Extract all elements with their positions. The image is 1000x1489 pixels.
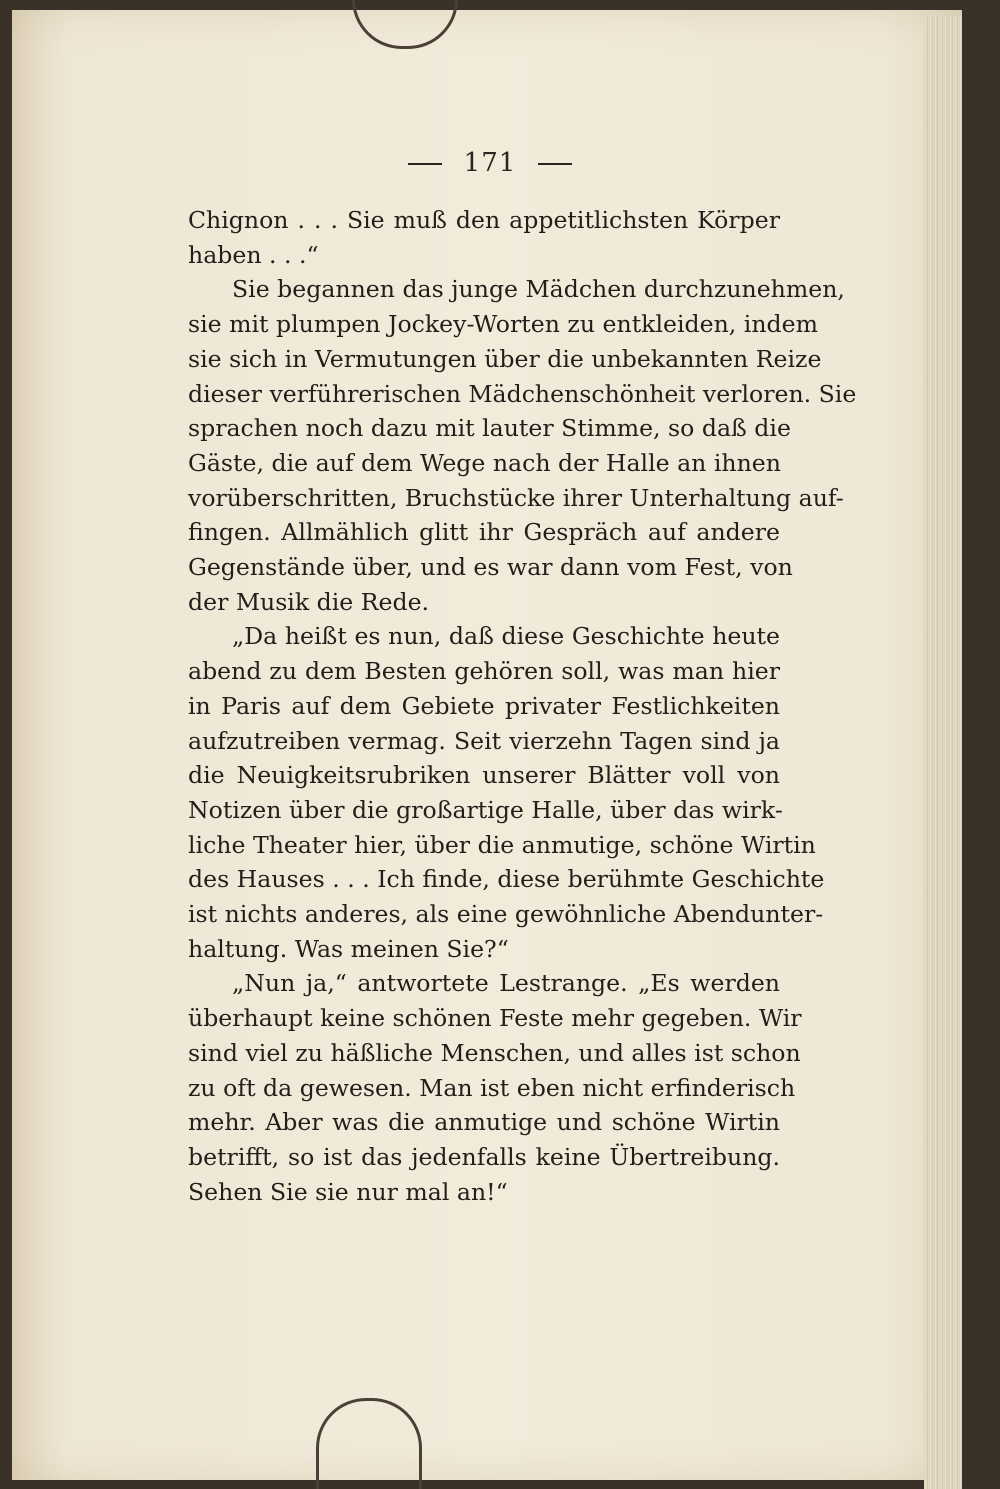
body-text [188, 203, 857, 1209]
text-line: sprachen noch dazu mit lauter Stimme, so daß die [188, 414, 791, 443]
bookmark-ribbon-bottom [316, 1398, 422, 1489]
text-line: Gegenstände über, und es war dann vom Fest, von [188, 553, 793, 582]
page-edges [924, 16, 962, 1489]
text-line: haltung. Was meinen Sie?“ [188, 934, 509, 963]
text-line: „Da heißt es nun, daß diese Geschichte heute [232, 622, 780, 651]
text-line: in Paris auf dem Gebiete privater Festlichkeiten [188, 691, 780, 720]
text-line: betrifft, so ist das jedenfalls keine Übertreibung. [188, 1142, 780, 1171]
text-line: haben . . .“ [188, 240, 319, 269]
text-line: dieser verführerischen Mädchenschönheit verloren. Sie [188, 379, 857, 408]
page-header [0, 148, 980, 178]
text-line: vorüberschritten, Bruchstücke ihrer Unterhaltung auf- [188, 483, 844, 512]
header-dash-right [538, 163, 572, 165]
text-line: fingen. Allmählich glitt ihr Gespräch auf andere [188, 518, 780, 547]
text-line: Sie begannen das junge Mädchen durchzunehmen, [232, 275, 845, 304]
text-line: aufzutreiben vermag. Seit vierzehn Tagen sind ja [188, 726, 780, 755]
text-line: liche Theater hier, über die anmutige, schöne Wirtin [188, 830, 816, 859]
text-line: zu oft da gewesen. Man ist eben nicht erfinderisch [188, 1073, 796, 1102]
text-line: die Neuigkeitsrubriken unserer Blätter voll von [188, 761, 780, 790]
text-line: abend zu dem Besten gehören soll, was man hier [188, 657, 780, 686]
text-line: Gäste, die auf dem Wege nach der Halle an ihnen [188, 448, 781, 477]
text-line: mehr. Aber was die anmutige und schöne Wirtin [188, 1108, 780, 1137]
text-line: Notizen über die großartige Halle, über das wirk- [188, 795, 783, 824]
text-line: „Nun ja,“ antwortete Lestrange. „Es werden [232, 969, 780, 998]
text-line: sie mit plumpen Jockey-Worten zu entkleiden, indem [188, 310, 818, 339]
text-line: des Hauses . . . Ich finde, diese berühmte Geschichte [188, 865, 825, 894]
text-line: überhaupt keine schönen Feste mehr gegeben. Wir [188, 1004, 802, 1033]
text-line: ist nichts anderes, als eine gewöhnliche Abendunter- [188, 900, 824, 929]
text-line: der Musik die Rede. [188, 587, 430, 616]
page-number: 171 [463, 148, 517, 178]
header-dash-left [408, 163, 442, 165]
text-line: Chignon . . . Sie muß den appetitlichsten Körper [188, 206, 780, 234]
text-line: sie sich in Vermutungen über die unbekannten Reize [188, 344, 822, 373]
text-line: Sehen Sie sie nur mal an!“ [188, 1177, 508, 1206]
text-line: sind viel zu häßliche Menschen, und alles ist schon [188, 1038, 801, 1067]
